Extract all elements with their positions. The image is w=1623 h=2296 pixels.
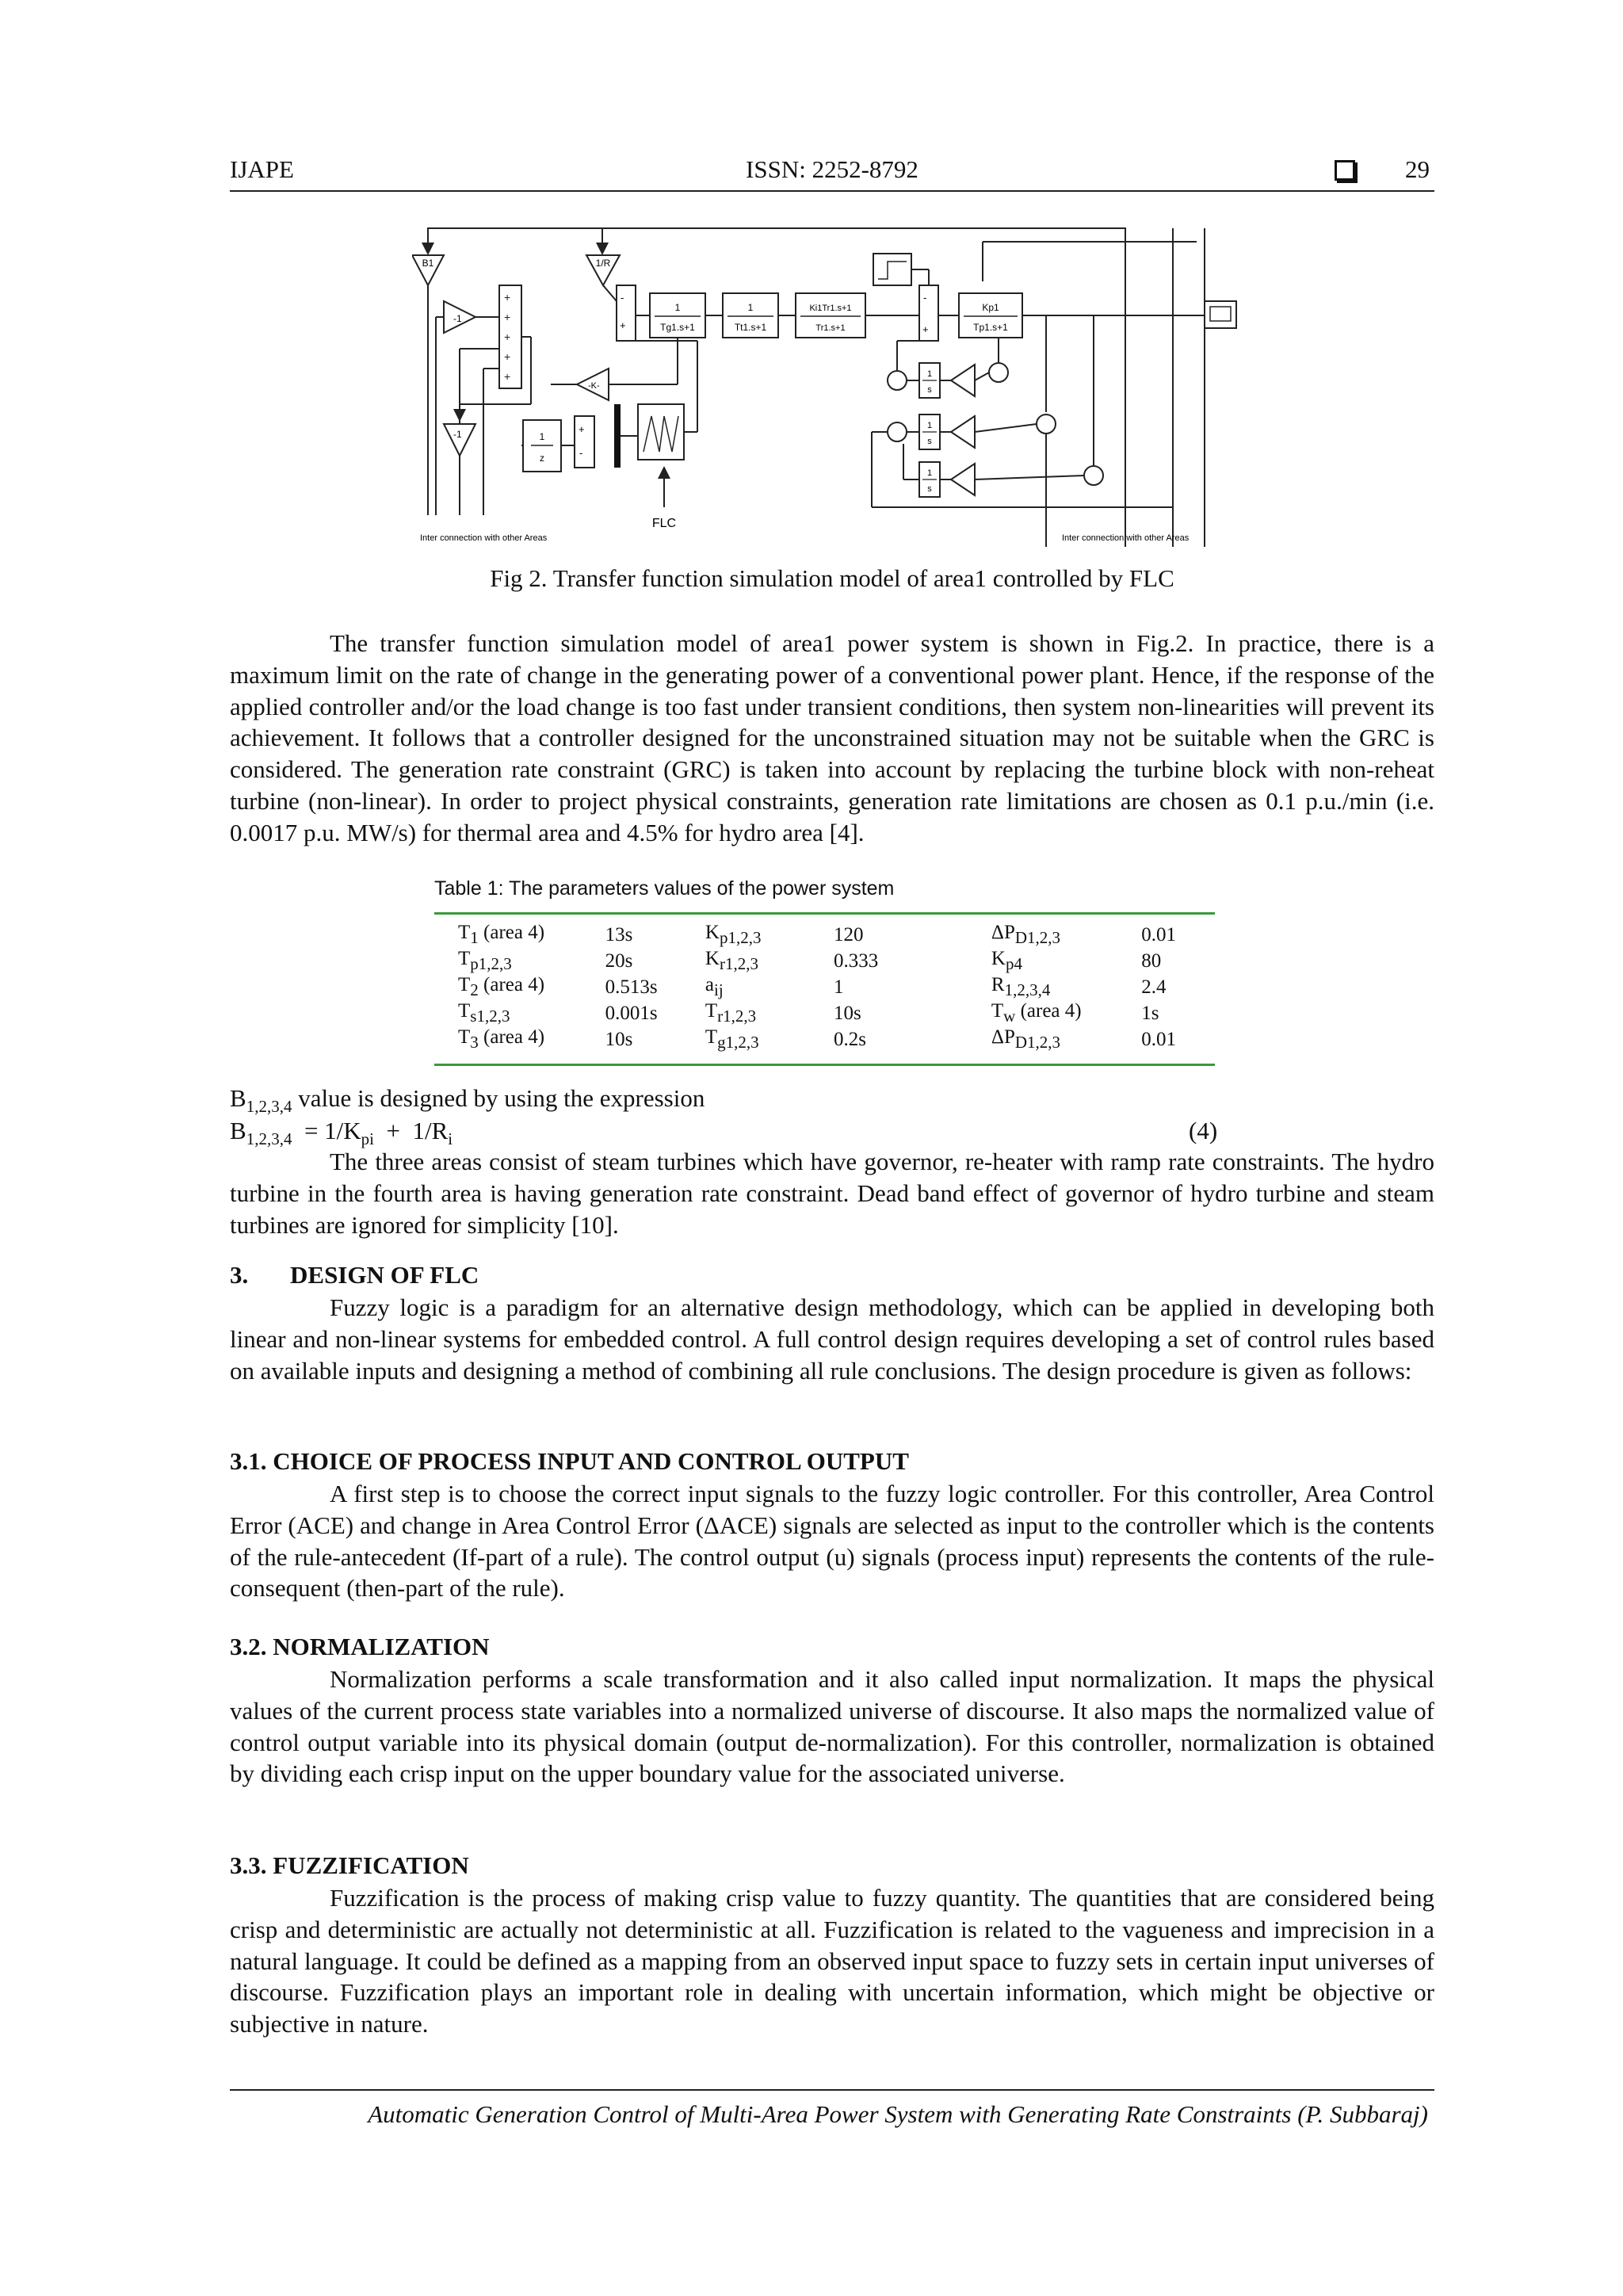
governor-block bbox=[650, 293, 705, 338]
svg-text:s: s bbox=[927, 385, 932, 395]
value-cell: 0.333 bbox=[833, 949, 879, 972]
svg-text:Kp1: Kp1 bbox=[982, 302, 999, 313]
paragraph-3: Fuzzy logic is a paradigm for an alternative design methodology, which can be applied in developing both linear and non-linear systems for embedded control. A full control design requires developing a set of control rules based on available inputs and designing a method of combining all rule conclusions. The design procedure is given as follows: bbox=[230, 1293, 1434, 1385]
value-cell: 120 bbox=[833, 923, 864, 946]
param-cell: $K_{p1,2,3}$ bbox=[705, 922, 762, 947]
svg-text:1: 1 bbox=[926, 468, 933, 478]
table-row bbox=[434, 922, 1215, 948]
svg-text:1/R: 1/R bbox=[595, 258, 611, 269]
section-3-2-heading: 3.2. NORMALIZATION bbox=[230, 1633, 490, 1660]
equation-number: (4) bbox=[1189, 1117, 1218, 1145]
page-number: 29 bbox=[1405, 155, 1430, 183]
svg-text:-1: -1 bbox=[453, 429, 462, 440]
figure-caption: Fig 2. Transfer function simulation model of area1 controlled by FLC bbox=[490, 564, 1174, 592]
parameters-table bbox=[434, 912, 1215, 1066]
svg-text:1: 1 bbox=[747, 302, 754, 313]
table-row bbox=[434, 1000, 1215, 1026]
issn: ISSN: 2252-8792 bbox=[746, 155, 918, 183]
gain-k bbox=[577, 369, 609, 400]
value-cell: 20s bbox=[605, 949, 633, 972]
param-cell: $T_w$ (area 4) bbox=[991, 1000, 1082, 1026]
svg-text:-K-: -K- bbox=[588, 381, 600, 391]
value-cell: 0.2s bbox=[833, 1028, 866, 1050]
value-cell: 80 bbox=[1141, 949, 1162, 972]
svg-text:Tr1.s+1: Tr1.s+1 bbox=[815, 323, 846, 333]
value-cell: 0.513s bbox=[605, 976, 658, 998]
svg-text:+: + bbox=[504, 350, 511, 363]
value-cell: 1s bbox=[1141, 1002, 1159, 1024]
gain-one-over-r bbox=[586, 255, 620, 285]
svg-text:1: 1 bbox=[539, 431, 545, 442]
svg-text:+: + bbox=[504, 311, 511, 323]
value-cell: 2.4 bbox=[1141, 976, 1167, 998]
param-cell: $T_{g1,2,3}$ bbox=[705, 1026, 759, 1052]
sum-block-3 bbox=[617, 285, 636, 341]
gain-neg1-b bbox=[444, 424, 475, 456]
param-cell: $T_2$ (area 4) bbox=[458, 974, 545, 999]
reheater-block bbox=[796, 293, 865, 338]
svg-text:z: z bbox=[540, 453, 544, 464]
value-cell: 0.001s bbox=[605, 1002, 658, 1024]
equation-intro: $B_{1,2,3,4}$ value is designed by using the expression bbox=[230, 1084, 705, 1117]
svg-text:+: + bbox=[579, 423, 585, 435]
param-cell: $\Delta P_{D1,2,3}$ bbox=[991, 1026, 1061, 1052]
svg-text:+: + bbox=[620, 319, 626, 331]
value-cell: 10s bbox=[833, 1002, 861, 1024]
equation-block bbox=[230, 1084, 1434, 1149]
param-cell: $\Delta P_{D1,2,3}$ bbox=[991, 922, 1061, 947]
param-cell: $T_{p1,2,3}$ bbox=[458, 948, 512, 973]
left-interconnection-note: Inter connection with other Areas bbox=[420, 533, 548, 543]
svg-text:s: s bbox=[927, 437, 932, 446]
paragraph-1: The transfer function simulation model of area1 power system is shown in Fig.2. In practice, there is a maximum limit on the rate of change in the generating power of a conventional power plant. Hence, if the response of the applied controller and/or the load change is too fast under transient conditions, then system non-linearities will prevent its achievement. It follows that a controller designed for the unconstrained situation may not be suitable when the GRC is considered. The generation rate constraint (GRC) is taken into account by replacing the turbine block with non-reheat turbine (non-linear). In order to project physical constraints, generation rate limitations are chosen as 0.1 p.u./min (i.e. 0.0017 p.u. MW/s) for thermal area and 4.5% for hydro area [4]. bbox=[230, 629, 1434, 846]
param-cell: $K_{p4}$ bbox=[991, 948, 1022, 973]
turbine-block bbox=[723, 293, 778, 338]
paragraph-5: Normalization performs a scale transformation and it also called input normalization. It maps the physical values of the current process state variables into a normalized universe of discourse. It also maps the normalized value of control output variable into its physical domain (output de-normalization). For this controller, normalization is obtained by dividing each crisp input on the upper boundary value for the associated universe. bbox=[230, 1665, 1434, 1788]
table-row bbox=[434, 1026, 1215, 1052]
svg-text:1: 1 bbox=[926, 421, 933, 430]
param-cell: $R_{1,2,3,4}$ bbox=[991, 974, 1051, 999]
section-3-1-heading: 3.1. CHOICE OF PROCESS INPUT AND CONTROL OUTPUT bbox=[230, 1447, 909, 1475]
checkbox-square-icon bbox=[1335, 160, 1355, 181]
svg-text:-: - bbox=[579, 447, 583, 459]
svg-text:B1: B1 bbox=[422, 258, 434, 269]
param-cell: $T_{s1,2,3}$ bbox=[458, 1000, 510, 1026]
step-input bbox=[873, 254, 911, 285]
gain-neg1-a bbox=[444, 301, 475, 333]
svg-text:Tt1.s+1: Tt1.s+1 bbox=[734, 322, 767, 333]
value-cell: 10s bbox=[605, 1028, 633, 1050]
svg-text:-: - bbox=[621, 292, 624, 304]
right-interconnection-note: Inter connection with other Areas bbox=[1062, 533, 1190, 543]
value-cell: 1 bbox=[833, 976, 844, 998]
flc-label: FLC bbox=[651, 517, 677, 530]
running-header bbox=[230, 155, 1434, 192]
section-3-3-heading: 3.3. FUZZIFICATION bbox=[230, 1851, 469, 1879]
svg-text:+: + bbox=[922, 323, 929, 335]
mux-bar bbox=[614, 404, 621, 468]
svg-text:+: + bbox=[504, 291, 511, 304]
param-cell: $a_{ij}$ bbox=[705, 974, 724, 999]
journal-name: IJAPE bbox=[230, 155, 294, 183]
gain-b1 bbox=[412, 255, 444, 285]
paragraph-2: The three areas consist of steam turbines which have governor, re-heater with ramp rate constraints. The hydro turbine in the fourth area is having generation rate constraint. Dead band effect of governor of hydro turbine and steam turbines are ignored for simplicity [10]. bbox=[230, 1148, 1434, 1239]
svg-text:s: s bbox=[927, 484, 932, 494]
flc-block bbox=[638, 404, 684, 460]
running-footer bbox=[230, 2089, 1434, 2130]
paragraph-4: A first step is to choose the correct input signals to the fuzzy logic controller. For this controller, Area Control Error (ACE) and change in Area Control Error (ΔACE) signals are selected as input to the controller which is the contents of the rule-antecedent (If-part of a rule). The control output (u) signals (process input) represents the contents of the rule-consequent (then-part of the rule). bbox=[230, 1480, 1434, 1603]
svg-text:1: 1 bbox=[674, 302, 681, 313]
svg-text:-: - bbox=[923, 292, 927, 304]
table-row bbox=[434, 948, 1215, 974]
svg-text:Tg1.s+1: Tg1.s+1 bbox=[660, 322, 695, 333]
param-cell: $T_1$ (area 4) bbox=[458, 922, 545, 947]
footer-title: Automatic Generation Control of Multi-Area Power System with Generating Rate Constraints (P. Subbaraj) bbox=[368, 2100, 1428, 2128]
svg-text:+: + bbox=[504, 330, 511, 343]
svg-text:+: + bbox=[504, 370, 511, 383]
param-cell: $T_{r1,2,3}$ bbox=[705, 1000, 757, 1026]
svg-text:-1: -1 bbox=[453, 313, 462, 324]
param-cell: $T_3$ (area 4) bbox=[458, 1026, 545, 1052]
table-title: Table 1: The parameters values of the power system bbox=[434, 877, 895, 900]
unit-delay bbox=[523, 420, 561, 472]
param-cell: $K_{r1,2,3}$ bbox=[705, 948, 758, 973]
paragraph-6: Fuzzification is the process of making crisp value to fuzzy quantity. The quantities that are considered being crisp and deterministic are actually not deterministic at all. Fuzzification is related to the vagueness and imprecision in a natural language. It could be defined as a mapping from an observed input space to fuzzy sets in certain input universes of discourse. Fuzzification plays an important role in dealing with uncertain information, which might be objective or subjective in nature. bbox=[230, 1884, 1434, 2038]
equation-4: $B_{1,2,3,4} = 1/K_{pi} + 1/R_i$ (4) bbox=[230, 1117, 1218, 1149]
value-cell: 13s bbox=[605, 923, 633, 946]
power-system-block bbox=[959, 293, 1022, 338]
table-row bbox=[434, 974, 1215, 1000]
svg-text:Tp1.s+1: Tp1.s+1 bbox=[973, 322, 1008, 333]
value-cell: 0.01 bbox=[1141, 923, 1176, 946]
section-3-heading: 3. DESIGN OF FLC bbox=[230, 1261, 479, 1289]
svg-text:Ki1Tr1.s+1: Ki1Tr1.s+1 bbox=[809, 304, 852, 313]
svg-text:1: 1 bbox=[926, 369, 933, 379]
value-cell: 0.01 bbox=[1141, 1028, 1176, 1050]
simulink-diagram bbox=[412, 222, 1252, 547]
